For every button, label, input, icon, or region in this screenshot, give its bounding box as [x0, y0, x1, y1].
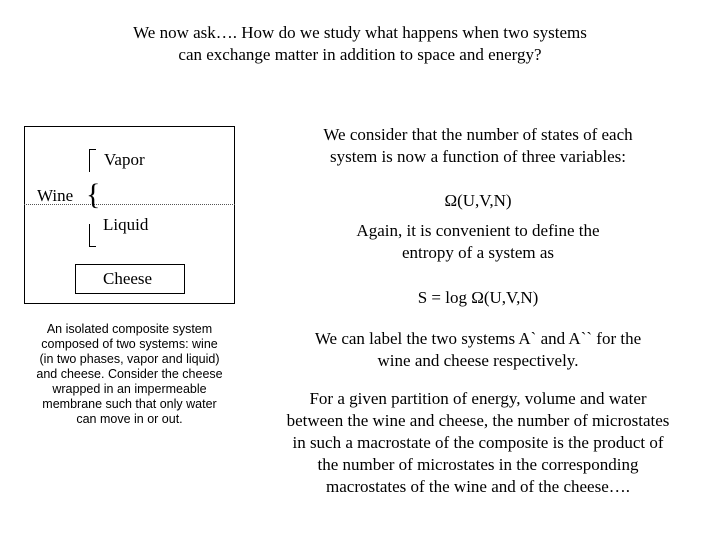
diagram-caption [24, 322, 235, 427]
caption-line: can move in or out. [76, 412, 183, 426]
caption-line: An isolated composite system [46, 322, 213, 336]
slide-title [60, 22, 660, 66]
omega-expression: Ω(U,V,N) [444, 191, 512, 210]
vapor-label: Vapor [104, 150, 145, 169]
cheese-box [75, 264, 185, 294]
paragraph-line: We can label the two systems A` and A`` for the [314, 329, 642, 348]
caption-line: composed of two systems: wine [41, 337, 218, 351]
caption-line: wrapped in an impermeable [52, 382, 207, 396]
microstates-paragraph [262, 388, 694, 498]
entropy-intro-paragraph [262, 220, 694, 264]
cheese-label: Cheese [103, 269, 153, 288]
brace-lower-bracket [89, 224, 96, 247]
paragraph-line: Again, it is convenient to define the [356, 221, 600, 240]
brace-icon: { [86, 178, 101, 211]
labeling-paragraph [262, 328, 694, 372]
paragraph-line: entropy of a system as [401, 243, 555, 262]
title-line-2: can exchange matter in addition to space and energy? [178, 45, 542, 64]
brace-upper-bracket [89, 149, 96, 172]
title-line-1: We now ask…. How do we study what happens when two systems [133, 23, 587, 42]
caption-line: and cheese. Consider the cheese [36, 367, 223, 381]
caption-line: membrane such that only water [42, 397, 217, 411]
entropy-expression: S = log Ω(U,V,N) [417, 288, 539, 307]
paragraph-line: between the wine and cheese, the number of microstates [286, 411, 670, 430]
paragraph-line: We consider that the number of states of each [323, 125, 633, 144]
paragraph-line: in such a macrostate of the composite is the product of [292, 433, 664, 452]
wine-label: Wine [37, 186, 74, 205]
paragraph-line: macrostates of the wine and of the cheese…. [326, 477, 630, 496]
paragraph-line: the number of microstates in the corresponding [317, 455, 639, 474]
caption-line: (in two phases, vapor and liquid) [39, 352, 220, 366]
states-paragraph [262, 124, 694, 168]
paragraph-line: wine and cheese respectively. [377, 351, 579, 370]
paragraph-line: For a given partition of energy, volume and water [309, 389, 647, 408]
paragraph-line: system is now a function of three variables: [329, 147, 626, 166]
liquid-label: Liquid [103, 215, 149, 234]
